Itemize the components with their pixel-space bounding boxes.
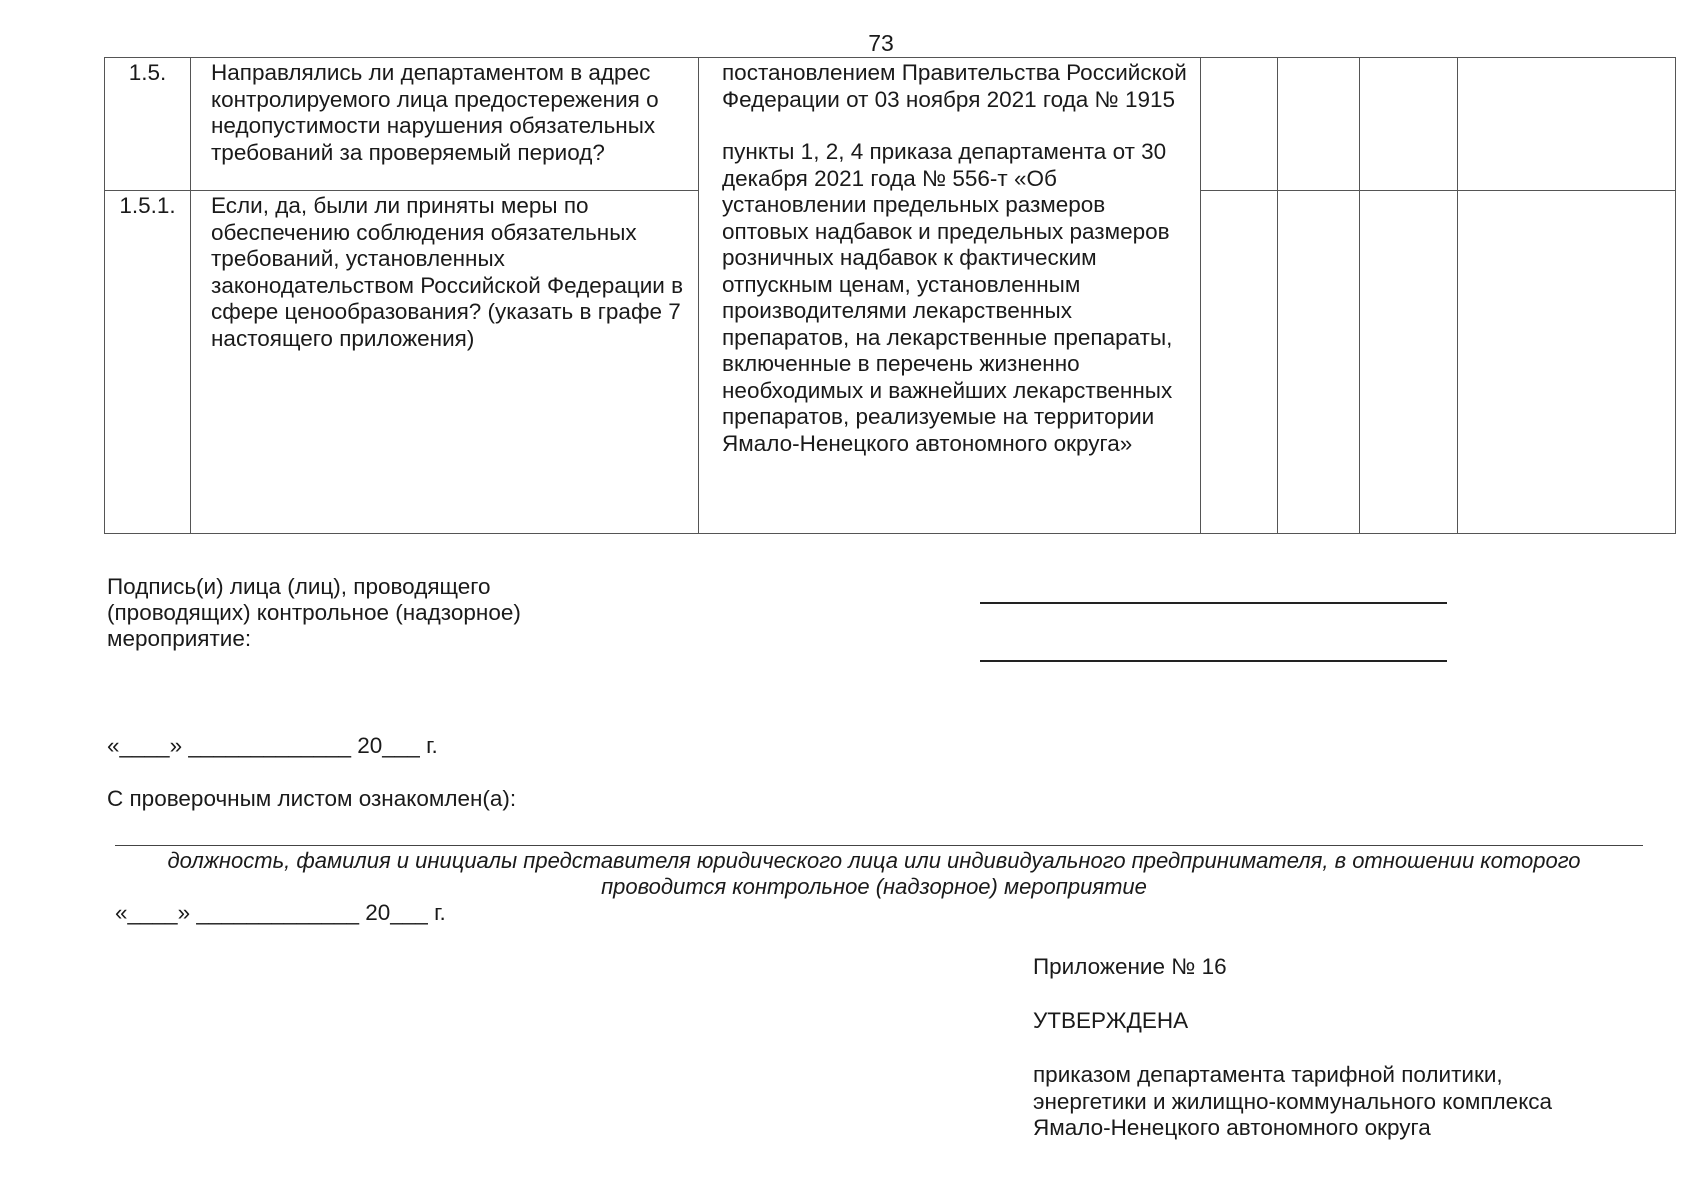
answer-cell	[1458, 191, 1676, 534]
question-text: Если, да, были ли приняты меры по обеспечению соблюдения обязательных требований, установленных законодательством Российской Федерации в сфере ценообразования? (указать в графе 7 настоящего приложения)	[191, 191, 699, 534]
date-line: «____» _____________ 20___ г.	[107, 733, 438, 758]
answer-cell	[1201, 58, 1278, 191]
question-text: Направлялись ли департаментом в адрес контролируемого лица предостережения о недопустимости нарушения обязательных требований за проверяемый период?	[191, 58, 699, 191]
answer-cell	[1278, 58, 1360, 191]
checklist-table	[104, 57, 1676, 534]
answer-cell	[1360, 191, 1458, 534]
answer-cell	[1458, 58, 1676, 191]
date-line: «____» _____________ 20___ г.	[115, 900, 446, 925]
answer-cell	[1360, 58, 1458, 191]
legal-basis-cell	[699, 58, 1201, 534]
table-row	[105, 58, 1676, 191]
answer-cell	[1201, 191, 1278, 534]
signature-line	[980, 602, 1447, 604]
acknowledgement-label: С проверочным листом ознакомлен(а):	[107, 786, 517, 811]
answer-cell	[1278, 191, 1360, 534]
signature-label: Подпись(и) лица (лиц), проводящего (проводящих) контрольное (надзорное) мероприятие:	[107, 574, 521, 651]
appendix-number: Приложение № 16	[1033, 954, 1227, 979]
approved-by-line: энергетики и жилищно-коммунального комплекса	[1033, 1088, 1553, 1114]
approved-label: УТВЕРЖДЕНА	[1033, 1008, 1189, 1033]
page-number: 73	[868, 30, 894, 56]
row-number: 1.5.1.	[105, 191, 191, 534]
approved-by-line: приказом департамента тарифной политики,	[1033, 1062, 1503, 1087]
approved-by-line: Ямало-Ненецкого автономного округа	[1033, 1115, 1431, 1140]
acknowledgement-caption: должность, фамилия и инициалы представителя юридического лица или индивидуального предпринимателя, в отношении которого проводится контрольное (надзорное) мероприятие	[167, 848, 1581, 899]
approved-by-text	[1033, 1062, 1552, 1142]
legal-basis-text: постановлением Правительства Российской Федерации от 03 ноября 2021 года № 1915	[722, 60, 1187, 112]
legal-basis-text: пункты 1, 2, 4 приказа департамента от 30 декабря 2021 года № 556-т «Об установлении предельных размеров оптовых надбавок и предельных размеров розничных надбавок к фактическим отпускным ценам, установленным производителями лекарственных препаратов, на лекарственные препараты, включенные в перечень жизненно необходимых и важнейших лекарственных препаратов, реализуемые на территории Ямало-Ненецкого автономного округа»	[722, 139, 1173, 456]
acknowledgement-line	[115, 845, 1643, 846]
signature-line	[980, 660, 1447, 662]
row-number: 1.5.	[105, 58, 191, 191]
